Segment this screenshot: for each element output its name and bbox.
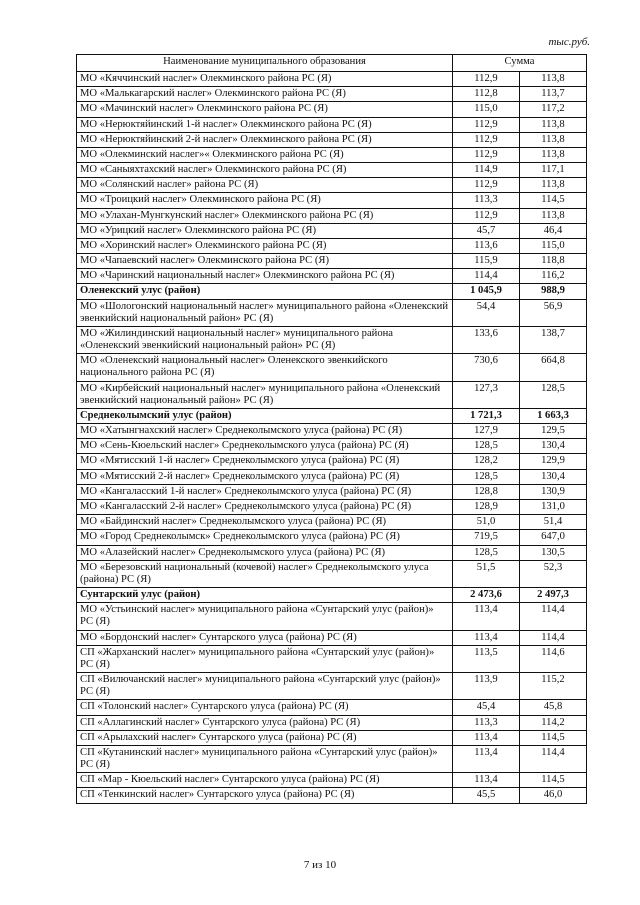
table-row [77,645,587,672]
table-row [77,72,587,87]
sum-value-2-cell: 113,7 [520,87,587,102]
sum-value-1-cell: 113,5 [453,645,520,672]
column-header-name: Наименование муниципального образования [77,55,453,72]
sum-value-1-cell: 730,6 [453,354,520,381]
municipality-name-cell: Сунтарский улус (район) [77,588,453,603]
municipality-name-cell: МО «Кангаласский 2-й наслег» Среднеколымского улуса (района) РС (Я) [77,499,453,514]
sum-value-2-cell: 46,0 [520,788,587,803]
sum-value-1-cell: 128,5 [453,469,520,484]
sum-value-2-cell: 664,8 [520,354,587,381]
municipality-name-cell: МО «Нерюктяйинский 2-й наслег» Олекминского района РС (Я) [77,132,453,147]
sum-value-1-cell: 128,5 [453,545,520,560]
sum-value-2-cell: 113,8 [520,132,587,147]
table-row [77,545,587,560]
sum-value-1-cell: 133,6 [453,326,520,353]
sum-value-2-cell: 113,8 [520,208,587,223]
table-row [77,773,587,788]
sum-value-2-cell: 117,1 [520,163,587,178]
table-row [77,515,587,530]
sum-value-1-cell: 1 045,9 [453,284,520,299]
municipality-name-cell: МО «Кяччинский наслег» Олекминского района РС (Я) [77,72,453,87]
sum-value-1-cell: 45,5 [453,788,520,803]
table-row [77,163,587,178]
sum-value-1-cell: 45,4 [453,700,520,715]
table-row [77,439,587,454]
sum-value-1-cell: 115,9 [453,254,520,269]
sum-value-2-cell: 113,8 [520,178,587,193]
sum-value-2-cell: 113,8 [520,147,587,162]
sum-value-1-cell: 128,5 [453,439,520,454]
sum-value-2-cell: 115,0 [520,238,587,253]
municipality-name-cell: МО «Нерюктяйинский 1-й наслег» Олекминского района РС (Я) [77,117,453,132]
municipality-name-cell: МО «Жилиндинский национальный наслег» муниципального района «Оленекский эвенкийский национальный район» РС (Я) [77,326,453,353]
municipality-name-cell: МО «Чаринский национальный наслег» Олекминского района РС (Я) [77,269,453,284]
municipality-name-cell: МО «Оленекский национальный наслег» Оленекского эвенкийского национального района РС (Я) [77,354,453,381]
municipality-name-cell: МО «Байдинский наслег» Среднеколымского улуса (района) РС (Я) [77,515,453,530]
sum-value-1-cell: 112,9 [453,72,520,87]
budget-table [76,54,587,804]
table-row [77,269,587,284]
municipality-name-cell: СП «Жарханский наслег» муниципального района «Сунтарский улус (район)» РС (Я) [77,645,453,672]
table-row [77,499,587,514]
table-row [77,424,587,439]
table-row [77,484,587,499]
group-total-row [77,284,587,299]
table-row [77,223,587,238]
municipality-name-cell: МО «Кирбейский национальный наслег» муниципального района «Оленекский эвенкийский национальный район» РС (Я) [77,381,453,408]
municipality-name-cell: МО «Сень-Кюельский наслег» Среднеколымского улуса (района) РС (Я) [77,439,453,454]
municipality-name-cell: МО «Чапаевский наслег» Олекминского района РС (Я) [77,254,453,269]
municipality-name-cell: СП «Тенкинский наслег» Сунтарского улуса (района) РС (Я) [77,788,453,803]
municipality-name-cell: СП «Мар - Кюельский наслег» Сунтарского улуса (района) РС (Я) [77,773,453,788]
municipality-name-cell: МО «Хатынгнахский наслег» Среднеколымского улуса (района) РС (Я) [77,424,453,439]
sum-value-1-cell: 127,9 [453,424,520,439]
municipality-name-cell: СП «Кутанинский наслег» муниципального района «Сунтарский улус (район)» РС (Я) [77,745,453,772]
table-row [77,381,587,408]
sum-value-1-cell: 115,0 [453,102,520,117]
sum-value-1-cell: 54,4 [453,299,520,326]
municipality-name-cell: СП «Арылахский наслег» Сунтарского улуса (района) РС (Я) [77,730,453,745]
table-row [77,630,587,645]
sum-value-1-cell: 719,5 [453,530,520,545]
municipality-name-cell: МО «Саныяхтахский наслег» Олекминского района РС (Я) [77,163,453,178]
sum-value-2-cell: 2 497,3 [520,588,587,603]
table-body [77,72,587,804]
unit-label: тыс.руб. [548,36,590,48]
sum-value-1-cell: 113,3 [453,193,520,208]
sum-value-1-cell: 112,9 [453,178,520,193]
sum-value-1-cell: 128,2 [453,454,520,469]
sum-value-2-cell: 130,4 [520,469,587,484]
table-row [77,745,587,772]
sum-value-1-cell: 128,9 [453,499,520,514]
sum-value-2-cell: 647,0 [520,530,587,545]
sum-value-2-cell: 130,9 [520,484,587,499]
table-row [77,326,587,353]
group-total-row [77,588,587,603]
table-row [77,193,587,208]
sum-value-1-cell: 113,4 [453,745,520,772]
sum-value-2-cell: 114,4 [520,745,587,772]
sum-value-1-cell: 2 473,6 [453,588,520,603]
sum-value-1-cell: 51,5 [453,560,520,587]
sum-value-1-cell: 112,9 [453,147,520,162]
municipality-name-cell: МО «Бордонский наслег» Сунтарского улуса (района) РС (Я) [77,630,453,645]
table-row [77,354,587,381]
sum-value-1-cell: 113,4 [453,603,520,630]
sum-value-2-cell: 113,8 [520,72,587,87]
sum-value-2-cell: 129,9 [520,454,587,469]
sum-value-1-cell: 113,3 [453,715,520,730]
sum-value-2-cell: 56,9 [520,299,587,326]
municipality-name-cell: МО «Алазейский наслег» Среднеколымского улуса (района) РС (Я) [77,545,453,560]
table-row [77,560,587,587]
sum-value-1-cell: 112,9 [453,132,520,147]
sum-value-1-cell: 112,8 [453,87,520,102]
municipality-name-cell: МО «Устьинский наслег» муниципального района «Сунтарский улус (район)» РС (Я) [77,603,453,630]
sum-value-1-cell: 128,8 [453,484,520,499]
sum-value-2-cell: 114,6 [520,645,587,672]
municipality-name-cell: МО «Олекминский наслег»« Олекминского района РС (Я) [77,147,453,162]
sum-value-1-cell: 127,3 [453,381,520,408]
sum-value-2-cell: 131,0 [520,499,587,514]
sum-value-2-cell: 52,3 [520,560,587,587]
table-row [77,530,587,545]
sum-value-1-cell: 51,0 [453,515,520,530]
municipality-name-cell: МО «Улахан-Мунгкунский наслег» Олекминского района РС (Я) [77,208,453,223]
table-row [77,730,587,745]
sum-value-2-cell: 115,2 [520,673,587,700]
table-row [77,147,587,162]
sum-value-2-cell: 1 663,3 [520,408,587,423]
sum-value-1-cell: 1 721,3 [453,408,520,423]
sum-value-2-cell: 116,2 [520,269,587,284]
municipality-name-cell: МО «Малькагарский наслег» Олекминского района РС (Я) [77,87,453,102]
sum-value-1-cell: 112,9 [453,117,520,132]
table-row [77,254,587,269]
table-row [77,132,587,147]
municipality-name-cell: СП «Толонский наслег» Сунтарского улуса (района) РС (Я) [77,700,453,715]
sum-value-2-cell: 113,8 [520,117,587,132]
table-row [77,603,587,630]
municipality-name-cell: СП «Аллагинский наслег» Сунтарского улуса (района) РС (Я) [77,715,453,730]
table-row [77,454,587,469]
municipality-name-cell: МО «Кангаласский 1-й наслег» Среднеколымского улуса (района) РС (Я) [77,484,453,499]
table-row [77,700,587,715]
sum-value-2-cell: 114,2 [520,715,587,730]
sum-value-1-cell: 114,4 [453,269,520,284]
sum-value-2-cell: 114,4 [520,630,587,645]
sum-value-1-cell: 113,9 [453,673,520,700]
sum-value-2-cell: 117,2 [520,102,587,117]
table-row [77,715,587,730]
sum-value-2-cell: 51,4 [520,515,587,530]
table-row [77,102,587,117]
municipality-name-cell: МО «Мятисский 1-й наслег» Среднеколымского улуса (района) РС (Я) [77,454,453,469]
sum-value-1-cell: 114,9 [453,163,520,178]
sum-value-2-cell: 130,4 [520,439,587,454]
sum-value-2-cell: 45,8 [520,700,587,715]
table-row [77,87,587,102]
sum-value-1-cell: 45,7 [453,223,520,238]
table-header-row [77,55,587,72]
sum-value-1-cell: 113,4 [453,730,520,745]
table-row [77,117,587,132]
sum-value-1-cell: 113,4 [453,773,520,788]
table-row [77,673,587,700]
municipality-name-cell: СП «Вилючанский наслег» муниципального района «Сунтарский улус (район)» РС (Я) [77,673,453,700]
sum-value-2-cell: 138,7 [520,326,587,353]
sum-value-2-cell: 128,5 [520,381,587,408]
sum-value-2-cell: 114,5 [520,193,587,208]
sum-value-2-cell: 114,4 [520,603,587,630]
municipality-name-cell: МО «Урицкий наслег» Олекминского района РС (Я) [77,223,453,238]
sum-value-2-cell: 118,8 [520,254,587,269]
table-row [77,469,587,484]
sum-value-2-cell: 114,5 [520,730,587,745]
table-row [77,788,587,803]
municipality-name-cell: МО «Город Среднеколымск» Среднеколымского улуса (района) РС (Я) [77,530,453,545]
municipality-name-cell: МО «Троицкий наслег» Олекминского района РС (Я) [77,193,453,208]
sum-value-2-cell: 129,5 [520,424,587,439]
sum-value-2-cell: 46,4 [520,223,587,238]
sum-value-2-cell: 988,9 [520,284,587,299]
municipality-name-cell: МО «Березовский национальный (кочевой) наслег» Среднеколымского улуса (района) РС (Я) [77,560,453,587]
sum-value-2-cell: 130,5 [520,545,587,560]
group-total-row [77,408,587,423]
municipality-name-cell: Среднеколымский улус (район) [77,408,453,423]
sum-value-1-cell: 113,6 [453,238,520,253]
sum-value-2-cell: 114,5 [520,773,587,788]
column-header-sum: Сумма [453,55,587,72]
municipality-name-cell: МО «Солянский наслег» района РС (Я) [77,178,453,193]
table-row [77,178,587,193]
municipality-name-cell: МО «Мачинский наслег» Олекминского района РС (Я) [77,102,453,117]
municipality-name-cell: МО «Шологонский национальный наслег» муниципального района «Оленекский эвенкийский национальный район» РС (Я) [77,299,453,326]
municipality-name-cell: Оленекский улус (район) [77,284,453,299]
page-number: 7 из 10 [303,859,337,871]
municipality-name-cell: МО «Мятисский 2-й наслег» Среднеколымского улуса (района) РС (Я) [77,469,453,484]
municipality-name-cell: МО «Хоринский наслег» Олекминского района РС (Я) [77,238,453,253]
sum-value-1-cell: 112,9 [453,208,520,223]
table-row [77,238,587,253]
table-row [77,208,587,223]
table-row [77,299,587,326]
sum-value-1-cell: 113,4 [453,630,520,645]
